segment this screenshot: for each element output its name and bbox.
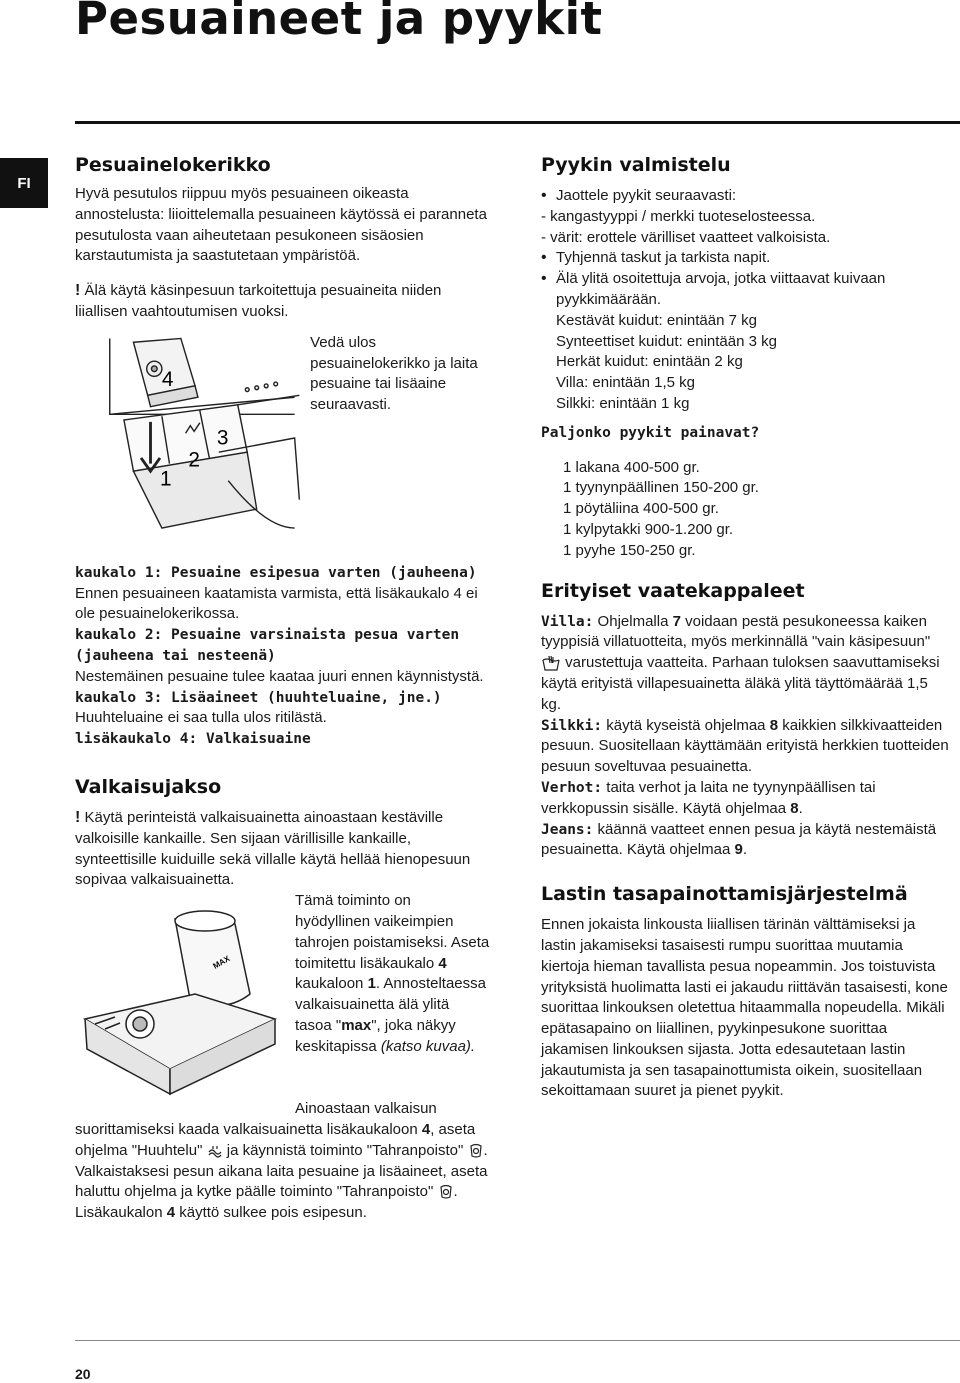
weight-item: 1 pyyhe 150-250 gr. xyxy=(563,541,696,559)
preparation-subitem: - värit: erottele värilliset vaatteet valkoisista. xyxy=(541,228,831,246)
max-label: MAX xyxy=(211,954,232,971)
paragraph-text: Valkaistaksesi pesun aikana laita pesuaine ja lisäaineet, aseta haluttu ohjelma ja kytke päälle toiminto "Tahranpoisto" xyxy=(75,1162,488,1201)
weight-item: 1 kylpytakki 900-1.200 gr. xyxy=(563,520,734,538)
load-limit-item: Silkki: enintään 1 kg xyxy=(556,394,690,412)
title-rule xyxy=(75,121,960,124)
curtains-label: Verhot: xyxy=(541,779,603,796)
weight-item: 1 pöytäliina 400-500 gr. xyxy=(563,500,719,518)
preparation-bullet: • Jaottele pyykit seuraavasti: xyxy=(541,186,951,207)
stain-removal-icon xyxy=(438,1184,454,1200)
compartment-3-text: Huuhteluaine ei saa tulla ulos ritilästä. xyxy=(75,709,327,727)
compartment-4-title: lisäkaukalo 4: Valkaisuaine xyxy=(75,731,311,748)
paragraph-text: voidaan pestä pesukoneessa kaiken tyyppisiä villatuotteita, myös merkinnällä "vain käsipesuun" xyxy=(541,612,931,651)
caption-text: . Annosteltaessa valkaisuainetta älä ylitä tasoa " xyxy=(295,975,486,1034)
compartment-3-title: kaukalo 3: Lisäaineet (huuhteluaine, jne.) xyxy=(75,689,442,706)
detergent-heading: Pesuainelokerikko xyxy=(75,154,271,176)
wool-paragraph xyxy=(541,612,951,716)
paragraph-text: taita verhot ja laita ne tyynynpäällisen tai verkkopussin sisälle. Käytä ohjelmaa xyxy=(541,778,876,817)
compartment-1-title: kaukalo 1: Pesuaine esipesua varten (jauheena) xyxy=(75,564,477,581)
preparation-subitem: - kangastyyppi / merkki tuoteselosteessa. xyxy=(541,207,816,225)
paragraph-text: käytä kyseistä ohjelmaa xyxy=(602,716,770,734)
preparation-heading: Pyykin valmistelu xyxy=(541,154,731,176)
preparation-bullet: • Älä ylitä osoitettuja arvoja, jotka viittaavat kuivaan pyykkimäärään. xyxy=(541,269,951,311)
figure-label-4: 4 xyxy=(161,367,174,391)
load-limits xyxy=(541,311,951,415)
load-limit-item: Herkät kuidut: enintään 2 kg xyxy=(556,353,743,371)
program-number: 8 xyxy=(769,716,779,734)
program-number: 8 xyxy=(790,799,799,817)
silk-paragraph xyxy=(541,716,951,778)
detergent-warning-text: Älä käytä käsinpesuun tarkoitettuja pesuaineita niiden liiallisen vaahtoutumisen vuoksi. xyxy=(75,282,442,320)
paragraph-text: . xyxy=(483,1141,488,1159)
paragraph-text: Ainoastaan valkaisun suorittamiseksi kaada valkaisuainetta lisäkaukaloon xyxy=(75,1100,437,1138)
bleach-figure-caption xyxy=(295,891,490,1057)
program-number: 7 xyxy=(672,612,681,630)
wool-label: Villa: xyxy=(541,613,594,630)
rinse-icon xyxy=(207,1144,223,1158)
detergent-warning xyxy=(75,281,495,323)
figure-label-2: 2 xyxy=(188,448,201,472)
jeans-label: Jeans: xyxy=(541,821,594,838)
load-limit-item: Villa: enintään 1,5 kg xyxy=(556,374,695,392)
preparation-list xyxy=(541,186,951,207)
weight-list xyxy=(541,458,951,562)
paragraph-text: . xyxy=(453,1183,458,1201)
load-limit-item: Synteettiset kuidut: enintään 3 kg xyxy=(556,332,777,350)
paragraph-text: Ohjelmalla xyxy=(593,612,673,630)
compartment-2-title: kaukalo 2: Pesuaine varsinaista pesua varten (jauheena tai nesteenä) xyxy=(75,627,460,664)
weight-question: Paljonko pyykit painavat? xyxy=(541,424,760,441)
stain-removal-icon xyxy=(468,1143,484,1159)
paragraph-text: käyttö sulkee pois esipesun. xyxy=(175,1204,367,1222)
special-garments-heading: Erityiset vaatekappaleet xyxy=(541,579,805,602)
detergent-intro: Hyvä pesutulos riippuu myös pesuaineen oikeasta annostelusta: liioittelemalla pesuaineen käytössä ei paranneta pesutulosta vaan aiheutetaan pesukoneen sisäosien karstautumista ja saastutetaan ympäristöä. xyxy=(75,185,487,265)
compartment-1-text: Ennen pesuaineen kaatamista varmista, että lisäkaukalo 4 ei ole pesuainelokerikossa. xyxy=(75,584,478,623)
preparation-bullet: • Tyhjennä taskut ja tarkista napit. xyxy=(541,248,951,269)
paragraph-text: , aseta ohjelma "Huuhtelu" xyxy=(75,1120,476,1159)
bleach-warning-text: Käytä perinteistä valkaisuainetta ainoastaan kestäville valkoisille kankaille. Sen sijaan värillisille kankaille, synteettisille kuiduille sekä villalle käytä hellää hienopesuun sopivaa valkaisuainetta. xyxy=(75,808,471,889)
balance-heading: Lastin tasapainottamisjärjestelmä xyxy=(541,883,908,906)
caption-number: 1 xyxy=(367,975,376,993)
curtains-paragraph xyxy=(541,778,951,820)
left-column xyxy=(75,150,495,1224)
balance-text: Ennen jokaista linkousta liiallisen tärinän välttämiseksi ja lastin jakamiseksi tasaisesti rumpu suorittaa muutamia kiertoja hieman tavallista pesua nopeammin. Jos toistuvista yrityksistä huolimatta lasti ei jakaudu riittävän tasaisesti, kone suorittaa linkouksen oletettua hitaammalla nopeudella. Mikäli epätasapaino on liiallinen, pyykinpesukone suorittaa jakamisen linkouksen sijasta. Jotta edesautetaan lastin jakautumista ja sen tasapainottumista oikein, suositellaan sekoittamaan suuret ja pienet pyykit. xyxy=(541,916,948,1100)
paragraph-text: . xyxy=(742,841,747,859)
hand-wash-icon xyxy=(541,654,561,672)
preparation-list xyxy=(541,248,951,310)
paragraph-text: . xyxy=(798,799,803,817)
figure-label-1: 1 xyxy=(159,467,172,491)
right-column xyxy=(541,150,951,1102)
page-title: Pesuaineet ja pyykit xyxy=(75,0,603,45)
figure-label-3: 3 xyxy=(216,426,229,450)
caption-italic: (katso kuvaa). xyxy=(380,1037,476,1055)
load-limit-item: Kestävät kuidut: enintään 7 kg xyxy=(556,311,757,329)
caption-max: max xyxy=(341,1016,372,1034)
paragraph-text: Lisäkaukalon xyxy=(75,1204,167,1222)
caption-text: Tämä toiminto on hyödyllinen vaikeimpien tahrojen poistamiseksi. Aseta toimitettu lisäkaukalo xyxy=(295,892,490,972)
detergent-drawer-illustration xyxy=(105,333,304,543)
jeans-paragraph xyxy=(541,820,951,862)
language-tab: FI xyxy=(0,158,48,208)
warning-mark: ! xyxy=(75,808,81,826)
bleach-paragraph-3 xyxy=(75,1203,495,1224)
caption-text: kaukaloon xyxy=(295,975,368,993)
paragraph-text: kaikkien silkkivaatteiden pesuun. Suositellaan käyttämään erityistä herkkien tuotteiden pesuun soveltuvaa pesuainetta. xyxy=(541,716,949,776)
compartment-2-text: Nestemäinen pesuaine tulee kaataa juuri ennen käynnistystä. xyxy=(75,667,484,685)
paragraph-text: käännä vaatteet ennen pesua ja käytä nestemäistä pesuainetta. Käytä ohjelmaa xyxy=(541,820,937,859)
caption-number: 4 xyxy=(438,954,447,972)
paragraph-text: varustettuja vaatteita. Parhaan tuloksen saavuttamiseksi käytä erityistä villapesuainetta äläkä ylitä täyttömäärää 1,5 kg. xyxy=(541,654,940,713)
paragraph-number: 4 xyxy=(166,1204,176,1222)
paragraph-text: ja käynnistä toiminto "Tahranpoisto" xyxy=(222,1141,468,1159)
bleach-figure xyxy=(75,891,495,1057)
drawer-figure xyxy=(75,333,495,543)
drawer-figure-caption: Vedä ulos pesuainelokerikko ja laita pesuaine tai lisäaine seuraavasti. xyxy=(310,333,478,414)
bleach-container-illustration xyxy=(75,899,285,1099)
program-number: 9 xyxy=(734,841,743,859)
page-number: 20 xyxy=(75,1366,91,1382)
bleach-heading: Valkaisujakso xyxy=(75,775,222,798)
bleach-paragraph-1 xyxy=(75,1099,495,1161)
bleach-paragraph-2 xyxy=(75,1162,495,1204)
silk-label: Silkki: xyxy=(541,717,603,734)
weight-item: 1 lakana 400-500 gr. xyxy=(563,458,700,476)
footer-rule xyxy=(75,1340,960,1341)
paragraph-number: 4 xyxy=(421,1120,431,1138)
warning-mark: ! xyxy=(75,282,81,300)
caption-text: ", joka näkyy keskitapissa xyxy=(295,1016,456,1055)
bleach-warning xyxy=(75,808,495,891)
weight-item: 1 tyynynpäällinen 150-200 gr. xyxy=(563,479,759,497)
